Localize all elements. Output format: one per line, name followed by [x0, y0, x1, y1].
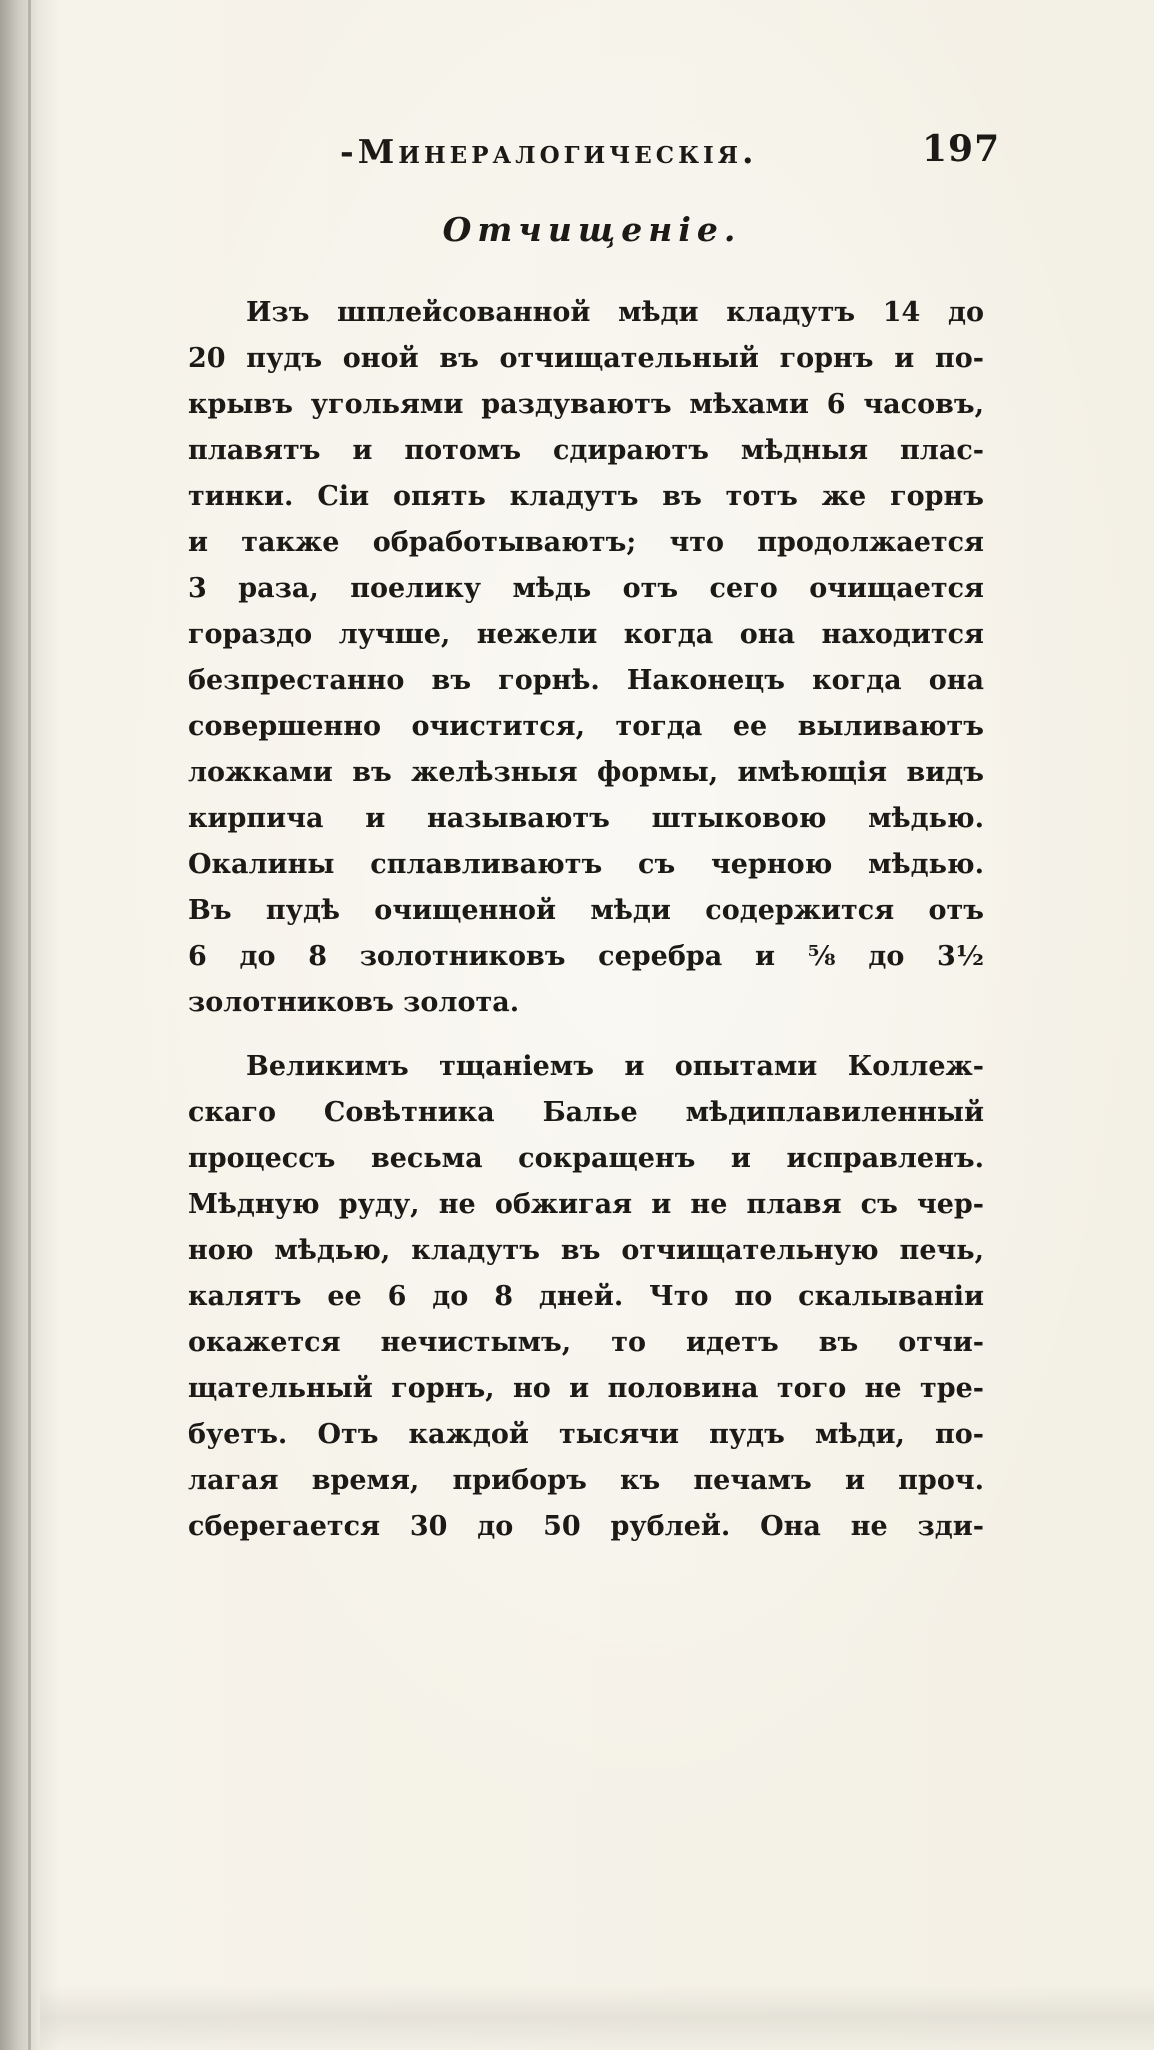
text-line: крывъ угольями раздуваютъ мѣхами 6 часовъ, [188, 389, 984, 420]
text-line: Въ пудѣ очищенной мѣди содержится отъ [188, 895, 984, 926]
text-line: 6 до 8 золотниковъ серебра и ⅝ до 3½ [188, 941, 984, 972]
text-line: 20 пудъ оной въ отчищательный горнъ и по- [188, 343, 984, 374]
text-line: безпрестанно въ горнѣ. Наконецъ когда она [188, 665, 984, 696]
text-line: 3 раза, поелику мѣдь отъ сего очищается [188, 573, 984, 604]
spine-crease [28, 0, 31, 2050]
text-line: Великимъ тщаніемъ и опытами Коллеж- [246, 1051, 984, 1082]
section-title: Отчищеніе. [442, 210, 742, 249]
text-line: щательный горнъ, но и половина того не тре- [188, 1373, 984, 1404]
text-line: гораздо лучше, нежели когда она находится [188, 619, 984, 650]
text-line: и также обработываютъ; что продолжается [188, 527, 984, 558]
text-line: буетъ. Отъ каждой тысячи пудъ мѣди, по- [188, 1419, 984, 1450]
text-line: Окалины сплавливаютъ съ черною мѣдью. [188, 849, 984, 880]
bottom-fold-shadow [40, 1985, 1154, 2050]
text-line: ною мѣдью, кладутъ въ отчищательную печь, [188, 1235, 984, 1266]
text-line: Мѣдную руду, не обжигая и не плавя съ чер- [188, 1189, 984, 1220]
text-line: ложками въ желѣзныя формы, имѣющія видъ [188, 757, 984, 788]
text-line: лагая время, приборъ къ печамъ и проч. [188, 1465, 984, 1496]
text-line: золотниковъ золота. [188, 987, 520, 1018]
text-line: совершенно очистится, тогда ее выливаютъ [188, 711, 984, 742]
text-line: калятъ ее 6 до 8 дней. Что по скалываніи [188, 1281, 984, 1312]
text-line: тинки. Сіи опять кладутъ въ тотъ же горнъ [188, 481, 984, 512]
text-line: процессъ весьма сокращенъ и исправленъ. [188, 1143, 984, 1174]
running-head: -Минералогическія. [340, 132, 758, 171]
text-line: плавятъ и потомъ сдираютъ мѣдныя плас- [188, 435, 984, 466]
paragraph-1 [188, 290, 984, 1026]
page-number: 197 [922, 128, 1001, 170]
paragraph-2 [188, 1044, 984, 1550]
text-line: Изъ шплейсованной мѣди кладутъ 14 до [246, 297, 984, 328]
page-header [0, 128, 1154, 182]
text-line: сберегается 30 до 50 рублей. Она не зди- [188, 1511, 984, 1542]
text-line: скаго Совѣтника Балье мѣдиплавиленный [188, 1097, 984, 1128]
text-line: окажется нечистымъ, то идетъ въ отчи- [188, 1327, 984, 1358]
text-line: кирпича и называютъ штыковою мѣдью. [188, 803, 984, 834]
